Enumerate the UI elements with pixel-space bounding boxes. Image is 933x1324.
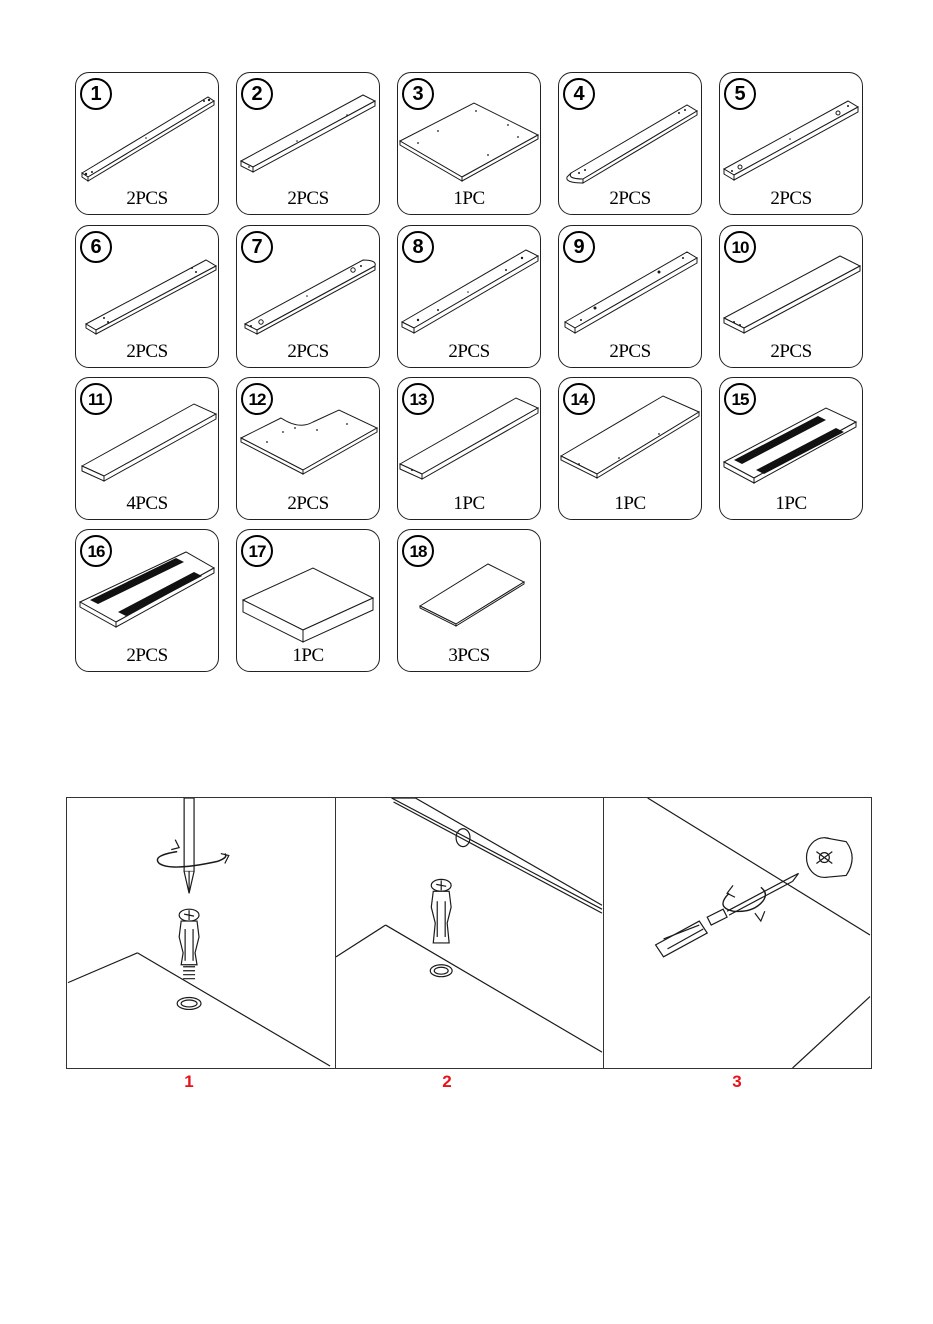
part-number-badge: 8 xyxy=(402,231,434,263)
step-label-2: 2 xyxy=(442,1072,452,1091)
part-card xyxy=(397,225,541,368)
screwdriver-turning-cam-lock-icon xyxy=(603,798,871,1068)
part-number-badge: 10 xyxy=(724,231,756,263)
screwdriver-driving-cam-bolt-icon xyxy=(67,798,335,1068)
part-card xyxy=(719,72,863,215)
cam-bolt-installed-icon xyxy=(335,798,603,1068)
part-card xyxy=(719,225,863,368)
part-quantity: 3PCS xyxy=(448,645,490,666)
part-card xyxy=(236,72,380,215)
part-number-badge: 14 xyxy=(563,383,595,415)
part-quantity: 2PCS xyxy=(287,188,329,209)
part-number-badge: 4 xyxy=(563,78,595,110)
part-card xyxy=(236,377,380,520)
part-quantity: 2PCS xyxy=(126,341,168,362)
part-quantity: 2PCS xyxy=(448,341,490,362)
part-quantity: 2PCS xyxy=(126,188,168,209)
part-card xyxy=(75,225,219,368)
part-number-badge: 16 xyxy=(80,535,112,567)
part-card xyxy=(558,225,702,368)
part-card xyxy=(719,377,863,520)
part-card xyxy=(397,377,541,520)
part-number-badge: 7 xyxy=(241,231,273,263)
part-number-badge: 15 xyxy=(724,383,756,415)
part-quantity: 2PCS xyxy=(287,341,329,362)
part-card xyxy=(397,529,541,672)
part-number-badge: 1 xyxy=(80,78,112,110)
step-panel-2 xyxy=(335,798,604,1068)
part-card xyxy=(558,377,702,520)
part-quantity: 1PC xyxy=(453,493,485,514)
part-card xyxy=(75,72,219,215)
step-panel-1 xyxy=(67,798,336,1068)
part-number-badge: 13 xyxy=(402,383,434,415)
part-number-badge: 5 xyxy=(724,78,756,110)
part-card xyxy=(236,225,380,368)
step-label-3: 3 xyxy=(732,1072,742,1091)
part-quantity: 2PCS xyxy=(609,188,651,209)
part-quantity: 4PCS xyxy=(126,493,168,514)
part-card xyxy=(397,72,541,215)
part-quantity: 1PC xyxy=(614,493,646,514)
part-number-badge: 9 xyxy=(563,231,595,263)
part-quantity: 2PCS xyxy=(287,493,329,514)
part-card xyxy=(75,377,219,520)
part-number-badge: 17 xyxy=(241,535,273,567)
step-panel-3 xyxy=(603,798,871,1068)
part-number-badge: 18 xyxy=(402,535,434,567)
part-quantity: 2PCS xyxy=(770,341,812,362)
part-number-badge: 3 xyxy=(402,78,434,110)
part-quantity: 1PC xyxy=(292,645,324,666)
part-quantity: 2PCS xyxy=(609,341,651,362)
part-quantity: 2PCS xyxy=(770,188,812,209)
part-number-badge: 2 xyxy=(241,78,273,110)
part-quantity: 2PCS xyxy=(126,645,168,666)
part-card xyxy=(236,529,380,672)
part-quantity: 1PC xyxy=(453,188,485,209)
step-label-1: 1 xyxy=(184,1072,194,1091)
cam-lock-assembly-figure xyxy=(66,797,872,1069)
part-card xyxy=(558,72,702,215)
part-card xyxy=(75,529,219,672)
part-number-badge: 11 xyxy=(80,383,112,415)
part-number-badge: 12 xyxy=(241,383,273,415)
part-quantity: 1PC xyxy=(775,493,807,514)
part-number-badge: 6 xyxy=(80,231,112,263)
